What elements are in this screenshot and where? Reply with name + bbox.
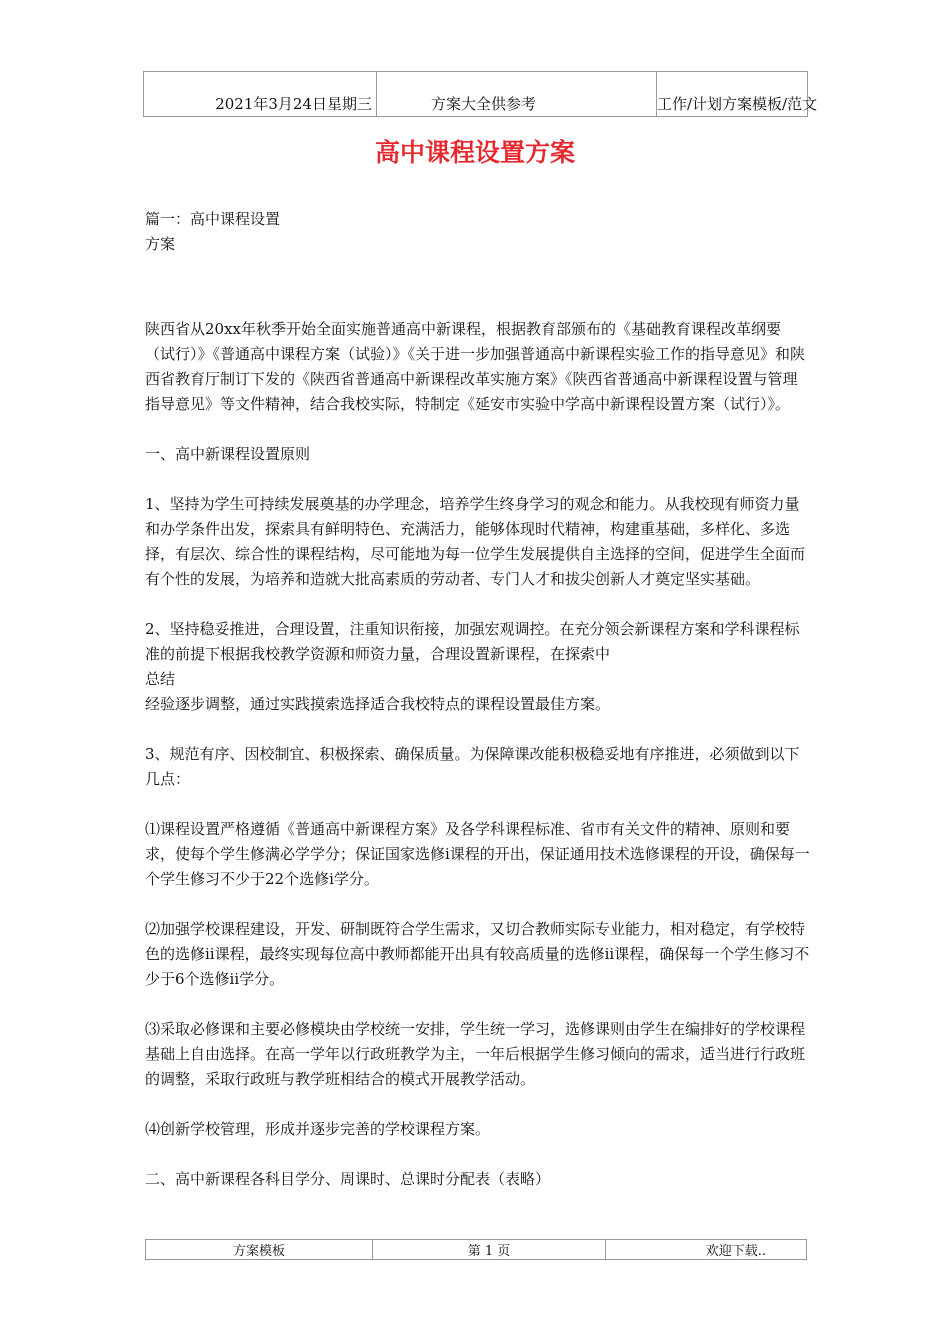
page-footer: [145, 1239, 807, 1260]
principle-3: 3、规范有序、因校制宜、积极探索、确保质量。为保障课改能积极稳妥地有序推进，必须做到以下几点：: [145, 745, 800, 788]
footer-download: 欢迎下载..: [606, 1240, 807, 1260]
bullet-item-4: ⑷创新学校管理，形成并逐步完善的学校课程方案。: [145, 1120, 491, 1138]
page-header: [143, 71, 818, 117]
footer-template: 方案模板: [146, 1240, 373, 1260]
principle-1: 1、坚持为学生可持续发展奠基的办学理念，培养学生终身学习的观念和能力。从我校现有师资力量和办学条件出发，探索具有鲜明特色、充满活力，能够体现时代精神，构建重基础，多样化、多选择，有层次、综合性的课程结构，尽可能地为每一位学生发展提供自主选择的空间，促进学生全面而有个性的发展，为培养和造就大批高素质的劳动者、专门人才和拔尖创新人才奠定坚实基础。: [145, 495, 806, 588]
intro-paragraph: 陕西省从20xx年秋季开始全面实施普通高中新课程，根据教育部颁布的《基础教育课程改革纲要（试行）》《普通高中课程方案（试验）》《关于进一步加强普通高中新课程实验工作的指导意见》和陕西省教育厅制订下发的《陕西省普通高中新课程改革实施方案》《陕西省普通高中新课程设置与管理指导意见》等文件精神，结合我校实际，特制定《延安市实验中学高中新课程设置方案（试行）》。: [145, 320, 806, 413]
header-date: 2021年3月24日星期三: [144, 72, 377, 117]
bullet-item-3: ⑶采取必修课和主要必修模块由学校统一安排，学生统一学习，选修课则由学生在编排好的学校课程基础上自由选择。在高一学年以行政班教学为主，一年后根据学生修习倾向的需求，适当进行行政班的调整，采取行政班与教学班相结合的模式开展教学活动。: [145, 1020, 806, 1088]
header-category: 工作/计划方案模板/范文: [657, 72, 808, 117]
section-title-cont: 方案: [145, 235, 176, 253]
footer-page-number: 第 1 页: [373, 1240, 606, 1260]
bullet-item-2: ⑵加强学校课程建设，开发、研制既符合学生需求，又切合教师实际专业能力，相对稳定，有学校特色的选修ii课程，最终实现每位高中教师都能开出具有较高质量的选修ii课程，确保每一个学生修习不少于6个选修ii学分。: [145, 920, 810, 988]
header-center: 方案大全供参考: [377, 72, 657, 117]
bullet-item-1: ⑴课程设置严格遵循《普通高中新课程方案》及各学科课程标准、省市有关文件的精神、原则和要求，使每个学生修满必学学分；保证国家选修i课程的开出，保证通用技术选修课程的开设，确保每一个学生修习不少于22个选修i学分。: [145, 820, 810, 888]
principle-2-cont: 经验逐步调整，通过实践摸索选择适合我校特点的课程设置最佳方案。: [145, 695, 611, 713]
heading-principles: 一、高中新课程设置原则: [145, 445, 311, 463]
document-title: 高中课程设置方案: [374, 138, 575, 167]
section-title: 篇一：高中课程设置: [145, 210, 281, 228]
document-body: [145, 207, 810, 1192]
principle-2: 2、坚持稳妥推进，合理设置，注重知识衔接，加强宏观调控。在充分领会新课程方案和学科课程标准的前提下根据我校教学资源和师资力量，合理设置新课程，在探索中: [145, 620, 800, 663]
principle-2-summary: 总结: [145, 670, 176, 688]
heading-table: 二、高中新课程各科目学分、周课时、总课时分配表（表略）: [145, 1170, 551, 1188]
